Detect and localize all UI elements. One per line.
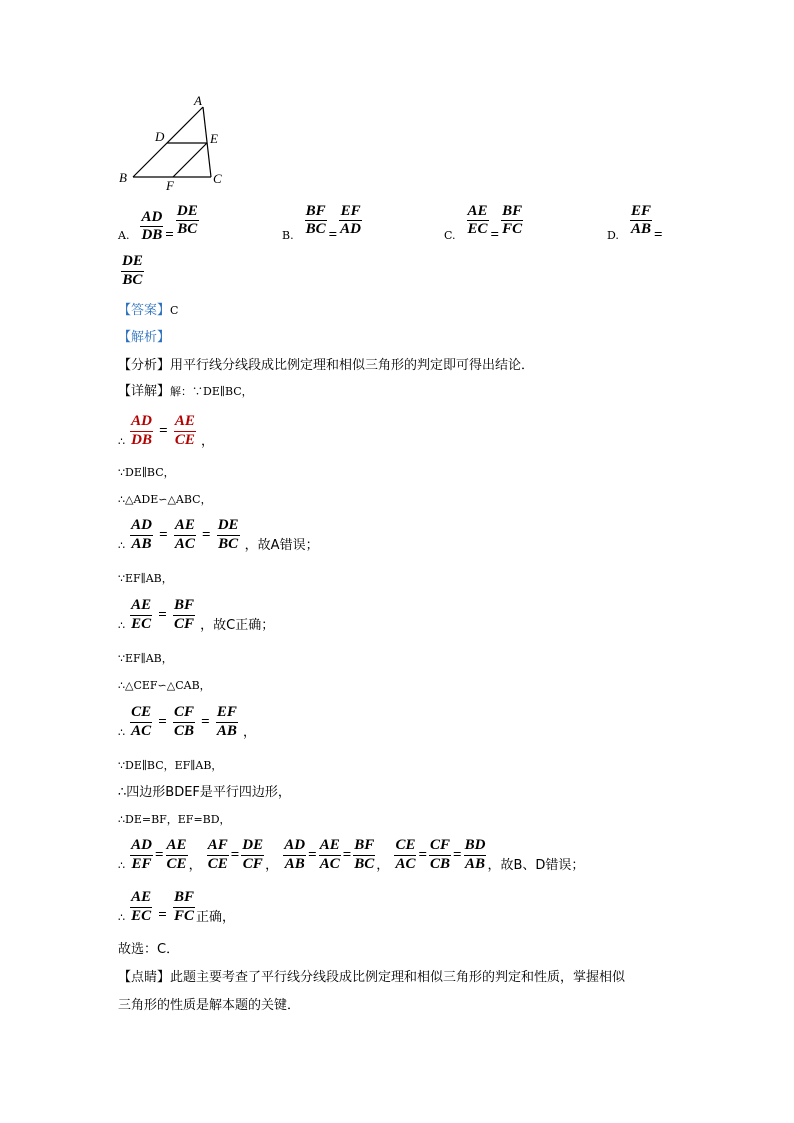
numerator: EF [630,202,651,219]
denominator: BC [122,271,143,288]
dianjing-line-2: 三角形的性质是解本题的关键． [118,998,301,1013]
denominator: CE [207,855,228,872]
step-10: ∵DE∥BC，EF∥AB， [118,759,223,772]
fraction [216,705,238,740]
step-5: ∵EF∥AB， [118,572,173,585]
step-4: $_\therefore$ $\frac{AD}{AB}$ = $\frac{AE}{AC}$ = $\frac{DE}{BC}$ ，故A错误； [118,517,319,553]
equals-sign: = [158,606,167,623]
fraction [464,838,487,873]
fraction [130,838,153,873]
fraction [394,838,416,873]
option-c[interactable] [444,204,524,244]
fraction [130,598,152,633]
denominator: AC [131,722,152,739]
fraction [283,838,306,873]
denominator: AC [395,855,416,872]
numerator: DE [242,837,264,853]
denominator: AB [284,855,305,872]
option-label: D. [607,229,619,242]
numerator: AD [284,837,306,853]
denominator: BC [218,535,239,552]
denominator: AD [340,221,362,238]
fraction [339,204,362,239]
numerator: AE [174,413,195,429]
equals-sign: = [154,846,164,863]
fraction [173,890,195,925]
numerator: BF [354,837,375,853]
numerator: BF [502,202,523,219]
equals-sign: = [158,713,167,730]
numerator: BF [174,889,195,905]
step-15: 故选：C． [118,942,180,957]
denominator: CB [430,855,451,872]
fraction [319,838,341,873]
equals-sign: = [201,713,210,730]
option-label: B. [282,229,294,242]
numerator: AD [131,517,152,533]
label-f: F [166,178,174,190]
answer-tag: 【答案】 [118,303,171,318]
denominator: EC [467,221,488,238]
denominator: CE [166,855,187,872]
equals-sign: = [201,526,211,543]
label-b: B [119,170,127,185]
numerator: BF [305,202,326,219]
fraction [174,414,196,449]
step-11: ∴四边形BDEF是平行四边形， [118,785,291,800]
fraction [130,518,153,553]
fraction [130,414,153,449]
numerator: AD [131,837,152,853]
fenxi-line: 【分析】用平行线分线段成比例定理和相似三角形的判定即可得出结论． [118,358,535,373]
therefore-symbol: ∴ [118,618,125,632]
step-12: ∴DE=BF，EF=BD， [118,813,231,826]
denominator: AB [465,855,486,872]
segment-ef [173,143,207,177]
equals-sign: = [158,906,167,923]
step-7: ∵EF∥AB， [118,652,173,665]
numerator: AE [467,202,488,219]
step-3: ∴△ADE∽△ABC， [118,493,212,506]
step-14: $_\therefore$ $\frac{AE}{EC}$ = $\frac{BF}{FC}$ 正确， [118,889,236,925]
analysis-heading: 【解析】 [118,330,171,345]
fraction [305,204,327,239]
fraction [207,838,229,873]
numerator: DE [217,517,239,533]
step-6: $_\therefore$ $\frac{AE}{EC}$ = $\frac{BF}{CF}$ ，故C正确； [118,597,275,633]
denominator: EC [131,907,152,924]
fraction [176,204,199,239]
therefore-symbol: ∴ [118,858,125,872]
side-ab [133,107,203,177]
denominator: DB [141,227,163,244]
option-d-continued [120,254,145,289]
numerator: BD [464,837,486,853]
equals-sign: = [165,227,174,243]
therefore-symbol: ∴ [118,538,125,552]
answer-line [118,300,178,322]
step-13: $_\therefore$ $\frac{AD}{EF}$ = $\frac{AE}{CE}$ ， $\frac{AF}{CE}$ = $\frac{DE}{CF}$ ， $\frac{AD}{AB}$ = $\frac{AE}{AC}$ = $\frac{BF}{BC}$ ， $\frac{CE}{AC}$ = $\frac{CF}{CB}$ = $\frac{BD}{AB}$ ，故B、D错误； [118,837,585,873]
therefore-symbol: ∴ [118,434,125,448]
denominator: AB [630,221,651,238]
answer-value: C [170,304,179,317]
denominator: EF [131,855,152,872]
option-b[interactable] [282,204,363,244]
step-9: $_\therefore$ $\frac{CE}{AC}$ = $\frac{CF}{CB}$ = $\frac{EF}{AB}$ ， [118,704,257,740]
equals-sign: = [308,846,317,863]
denominator: BC [354,855,375,872]
fraction [130,890,152,925]
step-1: $_\therefore$ $\frac{AD}{DB}$ = $\frac{AE}{CE}$ ， [118,413,214,449]
equals-sign: = [653,227,663,243]
step-8: ∴△CEF∽△CAB， [118,679,211,692]
equals-sign: = [159,422,168,439]
denominator: BC [305,221,326,238]
equals-sign: = [418,846,428,863]
fraction [174,518,196,553]
fraction [353,838,375,873]
fraction [241,838,264,873]
denominator: CE [174,431,195,448]
denominator: AB [216,722,237,739]
therefore-symbol: ∴ [118,725,125,739]
denominator: FC [502,221,523,238]
equals-sign: = [490,227,500,243]
option-d[interactable] [607,204,664,244]
step-2: ∵DE∥BC， [118,466,175,479]
fraction [121,254,144,289]
fraction [501,204,523,239]
numerator: AE [166,837,187,853]
option-a[interactable] [118,204,200,244]
fraction [166,838,188,873]
denominator: FC [174,907,195,924]
numerator: AD [141,208,163,225]
equals-sign: = [342,846,352,863]
fraction [173,705,195,740]
numerator: EF [216,704,237,720]
numerator: DE [122,253,143,269]
numerator: AE [131,597,152,613]
numerator: AD [131,413,152,429]
label-c: C [213,171,222,186]
label-e: E [210,131,218,146]
triangle-figure [112,90,232,190]
label-a: A [194,93,202,108]
equals-sign: = [159,526,168,543]
numerator: CF [174,704,195,720]
numerator: EF [340,202,361,219]
numerator: CE [395,837,416,853]
equals-sign: = [328,227,338,243]
denominator: DB [131,431,152,448]
numerator: DE [176,202,198,219]
fraction [429,838,451,873]
therefore-symbol: ∴ [118,910,125,924]
numerator: AE [131,889,152,905]
fraction [630,204,652,239]
denominator: AB [131,535,152,552]
equals-sign: = [230,846,240,863]
option-label: C. [444,229,456,242]
numerator: CE [131,704,152,720]
numerator: BF [174,597,195,613]
numerator: AE [174,517,195,533]
numerator: AE [319,837,340,853]
fraction [130,705,152,740]
denominator: CF [242,855,263,872]
numerator: CF [430,837,451,853]
denominator: CF [174,615,195,632]
dianjing-line-1: 【点睛】此题主要考查了平行线分线段成比例定理和相似三角形的判定和性质，掌握相似 [118,970,626,985]
denominator: AC [174,535,195,552]
denominator: EC [131,615,152,632]
denominator: BC [177,221,198,238]
equals-sign: = [453,846,462,863]
fraction [173,598,195,633]
denominator: AC [319,855,340,872]
fraction [140,210,163,245]
xiangjie-line: 【详解】解：∵DE∥BC， [118,384,253,399]
label-d: D [155,129,165,144]
fraction [467,204,489,239]
fraction [217,518,240,553]
numerator: AF [207,837,228,853]
option-label: A. [118,229,130,242]
denominator: CB [174,722,195,739]
